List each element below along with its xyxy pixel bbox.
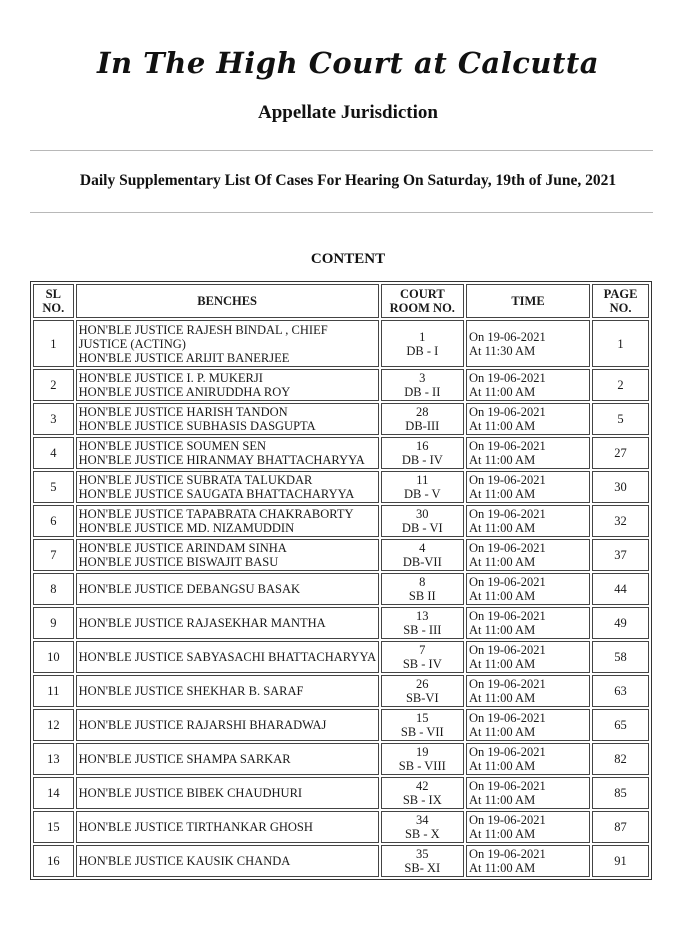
cell-line: 16 <box>416 439 429 453</box>
cell-page-no: 63 <box>592 675 649 707</box>
cell-line: On 19-06-2021 <box>468 779 546 793</box>
cell-line: HON'BLE JUSTICE SUBHASIS DASGUPTA <box>78 419 316 433</box>
table-row <box>33 505 649 537</box>
cell-line: SB - IX <box>402 793 442 807</box>
cell-line: On 19-06-2021 <box>468 371 546 385</box>
cell-line: DB-VII <box>402 555 442 569</box>
cell-page-no: 27 <box>592 437 649 469</box>
cell-sl-no: 12 <box>33 709 74 741</box>
cell-line: At 11:00 AM <box>468 419 536 433</box>
cell-line: 19 <box>416 745 429 759</box>
cell-line: HON'BLE JUSTICE RAJARSHI BHARADWAJ <box>78 718 327 732</box>
cell-court-room <box>381 471 464 503</box>
cell-line: HON'BLE JUSTICE BIBEK CHAUDHURI <box>78 786 303 800</box>
cell-benches <box>76 505 379 537</box>
cell-line: 8 <box>419 575 426 589</box>
cell-sl-no: 7 <box>33 539 74 571</box>
cell-benches <box>76 743 379 775</box>
cell-benches <box>76 320 379 367</box>
cell-line: HON'BLE JUSTICE MD. NIZAMUDDIN <box>78 521 295 535</box>
cell-line: 26 <box>416 677 429 691</box>
cell-court-room <box>381 403 464 435</box>
cell-line: HON'BLE JUSTICE RAJESH BINDAL , CHIEF <box>78 322 328 337</box>
cell-line: 13 <box>416 609 429 623</box>
cell-sl-no: 3 <box>33 403 74 435</box>
cell-court-room <box>381 320 464 367</box>
cell-line: On 19-06-2021 <box>468 813 546 827</box>
cell-line: On 19-06-2021 <box>468 643 546 657</box>
cell-benches <box>76 539 379 571</box>
cell-line: At 11:00 AM <box>468 691 536 705</box>
cell-benches <box>76 573 379 605</box>
cell-sl-no: 6 <box>33 505 74 537</box>
cell-court-room <box>381 573 464 605</box>
cell-line: At 11:00 AM <box>468 827 536 841</box>
cell-court-room <box>381 777 464 809</box>
court-title: In The High Court at Calcutta <box>96 46 600 80</box>
cell-line: HON'BLE JUSTICE KAUSIK CHANDA <box>78 854 291 868</box>
cell-sl-no: 11 <box>33 675 74 707</box>
cell-time <box>466 811 590 843</box>
cell-page-no: 2 <box>592 369 649 401</box>
cell-line: 7 <box>419 643 426 657</box>
cell-line: HON'BLE JUSTICE SABYASACHI BHATTACHARYYA <box>78 650 377 664</box>
cell-sl-no: 2 <box>33 369 74 401</box>
cell-line: HON'BLE JUSTICE HIRANMAY BHATTACHARYYA <box>78 453 365 467</box>
cell-page-no: 37 <box>592 539 649 571</box>
cell-line: DB - VI <box>401 521 443 535</box>
cell-line: 42 <box>416 779 429 793</box>
cell-line: SB - III <box>403 623 442 637</box>
cell-line: 15 <box>416 711 429 725</box>
cell-sl-no: 4 <box>33 437 74 469</box>
cell-time <box>466 437 590 469</box>
table-row <box>33 369 649 401</box>
cell-line: SB - IV <box>402 657 442 671</box>
cell-page-no: 30 <box>592 471 649 503</box>
cell-line: HON'BLE JUSTICE SHEKHAR B. SARAF <box>78 684 304 698</box>
cell-sl-no: 10 <box>33 641 74 673</box>
cell-sl-no: 9 <box>33 607 74 639</box>
cell-line: At 11:00 AM <box>468 623 536 637</box>
cell-sl-no: 15 <box>33 811 74 843</box>
cell-time <box>466 573 590 605</box>
cell-line: At 11:30 AM <box>468 343 536 358</box>
table-row <box>33 437 649 469</box>
table-row <box>33 573 649 605</box>
cell-page-no: 65 <box>592 709 649 741</box>
cell-line: HON'BLE JUSTICE RAJASEKHAR MANTHA <box>78 616 326 630</box>
cell-line: 34 <box>416 813 429 827</box>
cell-time <box>466 539 590 571</box>
cell-benches <box>76 641 379 673</box>
cell-line: 35 <box>416 847 429 861</box>
cell-time <box>466 845 590 877</box>
cell-court-room <box>381 743 464 775</box>
cases-table <box>30 281 652 880</box>
cell-line: 1 <box>419 329 426 344</box>
cell-line: 4 <box>419 541 426 555</box>
cell-sl-no: 5 <box>33 471 74 503</box>
header-time: TIME <box>466 284 590 318</box>
cell-benches <box>76 471 379 503</box>
cell-line: HON'BLE JUSTICE TIRTHANKAR GHOSH <box>78 820 313 834</box>
cell-page-no: 5 <box>592 403 649 435</box>
cell-benches <box>76 437 379 469</box>
divider-top <box>30 150 653 151</box>
cell-court-room <box>381 505 464 537</box>
cell-court-room <box>381 675 464 707</box>
cell-line: HON'BLE JUSTICE DEBANGSU BASAK <box>78 582 301 596</box>
cell-line: On 19-06-2021 <box>468 541 546 555</box>
cell-sl-no: 1 <box>33 320 74 367</box>
cell-line: HON'BLE JUSTICE ARIJIT BANERJEE <box>78 350 290 365</box>
cell-time <box>466 471 590 503</box>
cell-page-no: 87 <box>592 811 649 843</box>
cell-line: At 11:00 AM <box>468 487 536 501</box>
header-page-no: PAGE NO. <box>592 284 649 318</box>
cell-line: DB - IV <box>401 453 443 467</box>
cell-page-no: 44 <box>592 573 649 605</box>
cell-line: SB - VII <box>400 725 444 739</box>
cell-benches <box>76 675 379 707</box>
cell-line: At 11:00 AM <box>468 657 536 671</box>
cell-line: On 19-06-2021 <box>468 609 546 623</box>
cell-court-room <box>381 709 464 741</box>
cell-line: At 11:00 AM <box>468 521 536 535</box>
table-row <box>33 811 649 843</box>
cell-court-room <box>381 539 464 571</box>
cell-benches <box>76 607 379 639</box>
cell-page-no: 1 <box>592 320 649 367</box>
header-benches: BENCHES <box>76 284 379 318</box>
divider-bottom <box>30 212 653 213</box>
table-row <box>33 403 649 435</box>
cell-time <box>466 505 590 537</box>
cell-line: HON'BLE JUSTICE HARISH TANDON <box>78 405 288 419</box>
cell-line: DB - II <box>404 385 441 399</box>
table-row <box>33 845 649 877</box>
cell-page-no: 82 <box>592 743 649 775</box>
table-row <box>33 320 649 367</box>
cell-line: At 11:00 AM <box>468 725 536 739</box>
cell-page-no: 85 <box>592 777 649 809</box>
cell-page-no: 49 <box>592 607 649 639</box>
cell-time <box>466 607 590 639</box>
cell-benches <box>76 811 379 843</box>
cell-benches <box>76 845 379 877</box>
cell-line: At 11:00 AM <box>468 861 536 875</box>
cell-time <box>466 675 590 707</box>
cell-sl-no: 8 <box>33 573 74 605</box>
cell-line: SB - X <box>404 827 440 841</box>
cell-sl-no: 14 <box>33 777 74 809</box>
cell-line: At 11:00 AM <box>468 385 536 399</box>
table-body <box>33 320 649 877</box>
cell-line: On 19-06-2021 <box>468 711 546 725</box>
cell-line: HON'BLE JUSTICE ANIRUDDHA ROY <box>78 385 291 399</box>
cell-line: On 19-06-2021 <box>468 575 546 589</box>
cell-line: DB - I <box>406 343 439 358</box>
cell-line: On 19-06-2021 <box>468 745 546 759</box>
cell-benches <box>76 709 379 741</box>
table-row <box>33 471 649 503</box>
cell-court-room <box>381 437 464 469</box>
cell-line: DB-III <box>405 419 440 433</box>
cell-line: On 19-06-2021 <box>468 507 546 521</box>
cell-benches <box>76 369 379 401</box>
cell-page-no: 58 <box>592 641 649 673</box>
cell-line: SB - VIII <box>398 759 446 773</box>
cell-sl-no: 13 <box>33 743 74 775</box>
header-court-room: COURT ROOM NO. <box>381 284 464 318</box>
cell-time <box>466 320 590 367</box>
cell-benches <box>76 777 379 809</box>
table-row <box>33 607 649 639</box>
cell-line: At 11:00 AM <box>468 589 536 603</box>
cell-court-room <box>381 811 464 843</box>
cell-line: HON'BLE JUSTICE ARINDAM SINHA <box>78 541 287 555</box>
cell-time <box>466 641 590 673</box>
cell-line: At 11:00 AM <box>468 555 536 569</box>
cell-court-room <box>381 607 464 639</box>
table-row <box>33 539 649 571</box>
list-heading: Daily Supplementary List Of Cases For Hearing On Saturday, 19th of June, 2021 <box>79 172 617 189</box>
cell-benches <box>76 403 379 435</box>
table-row <box>33 641 649 673</box>
cell-line: HON'BLE JUSTICE BISWAJIT BASU <box>78 555 279 569</box>
jurisdiction-subtitle: Appellate Jurisdiction <box>258 102 438 123</box>
table-row <box>33 709 649 741</box>
cell-line: On 19-06-2021 <box>468 677 546 691</box>
cell-time <box>466 709 590 741</box>
cell-line: DB - V <box>404 487 441 501</box>
cell-page-no: 32 <box>592 505 649 537</box>
table-header-row <box>33 284 649 318</box>
cell-line: HON'BLE JUSTICE I. P. MUKERJI <box>78 371 263 385</box>
table-row <box>33 675 649 707</box>
cell-line: HON'BLE JUSTICE SHAMPA SARKAR <box>78 752 291 766</box>
cell-line: HON'BLE JUSTICE TAPABRATA CHAKRABORTY <box>78 507 354 521</box>
cell-line: On 19-06-2021 <box>468 473 546 487</box>
cell-line: HON'BLE JUSTICE SAUGATA BHATTACHARYYA <box>78 487 355 501</box>
cell-court-room <box>381 369 464 401</box>
table-row <box>33 743 649 775</box>
cell-line: JUSTICE (ACTING) <box>78 336 186 351</box>
cell-line: At 11:00 AM <box>468 793 536 807</box>
cell-time <box>466 777 590 809</box>
cell-time <box>466 743 590 775</box>
cell-line: SB-VI <box>405 691 439 705</box>
cell-sl-no: 16 <box>33 845 74 877</box>
cell-line: 30 <box>416 507 429 521</box>
cell-line: At 11:00 AM <box>468 453 536 467</box>
cell-line: SB- XI <box>404 861 441 875</box>
cell-line: At 11:00 AM <box>468 759 536 773</box>
cell-time <box>466 369 590 401</box>
cell-line: SB II <box>408 589 436 603</box>
cell-line: On 19-06-2021 <box>468 439 546 453</box>
cell-line: On 19-06-2021 <box>468 405 546 419</box>
cell-line: 11 <box>416 473 429 487</box>
cell-line: HON'BLE JUSTICE SUBRATA TALUKDAR <box>78 473 313 487</box>
content-heading: CONTENT <box>310 251 386 267</box>
cell-time <box>466 403 590 435</box>
cell-court-room <box>381 845 464 877</box>
cell-line: 28 <box>416 405 429 419</box>
cell-line: On 19-06-2021 <box>468 329 546 344</box>
cell-line: 3 <box>419 371 426 385</box>
header-sl-no: SL NO. <box>33 284 74 318</box>
cell-page-no: 91 <box>592 845 649 877</box>
table-row <box>33 777 649 809</box>
cell-line: On 19-06-2021 <box>468 847 546 861</box>
cell-court-room <box>381 641 464 673</box>
cell-line: HON'BLE JUSTICE SOUMEN SEN <box>78 439 266 453</box>
